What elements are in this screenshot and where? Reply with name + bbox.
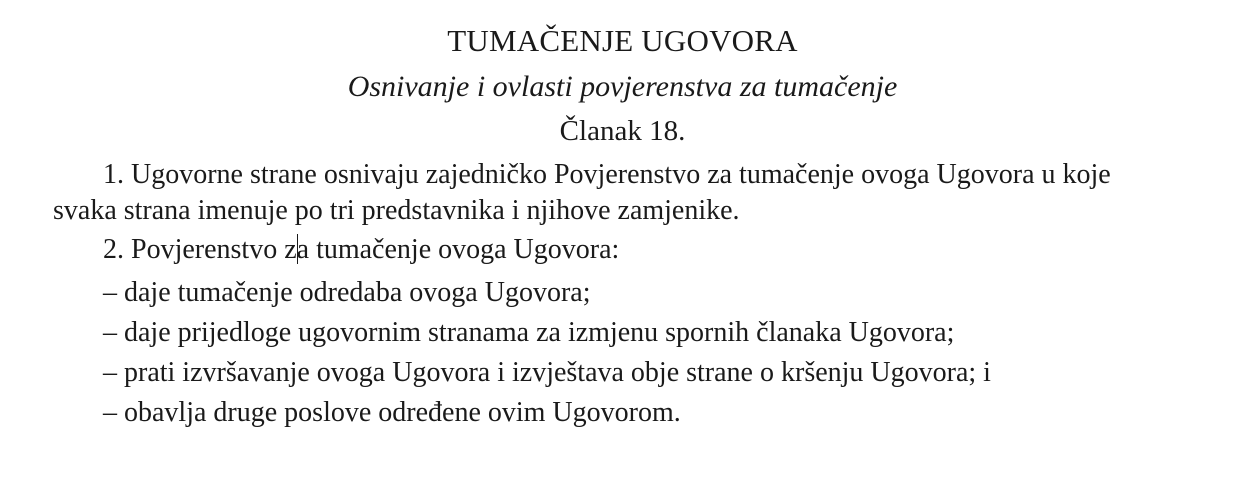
- document-subtitle: Osnivanje i ovlasti povjerenstva za tumačenje: [347, 70, 898, 103]
- paragraph-2-text-before-caret: 2. Povjerenstvo z: [103, 234, 297, 265]
- list-item: – daje prijedloge ugovornim stranama za izmjenu spornih članaka Ugovora;: [103, 317, 955, 348]
- paragraph-2-text-after-caret: a tumačenje ovoga Ugovora:: [296, 234, 620, 265]
- document-title: TUMAČENJE UGOVORA: [447, 23, 798, 58]
- list-item: – prati izvršavanje ovoga Ugovora i izvještava obje strane o kršenju Ugovora; i: [103, 357, 991, 388]
- paragraph-2: [53, 232, 619, 268]
- list-item: – obavlja druge poslove određene ovim Ugovorom.: [103, 397, 681, 428]
- paragraph-1-line-1: 1. Ugovorne strane osnivaju zajedničko Povjerenstvo za tumačenje ovoga Ugovora u koje: [103, 159, 1111, 190]
- list-item: – daje tumačenje odredaba ovoga Ugovora;: [103, 277, 591, 308]
- paragraph-1-line-2: svaka strana imenuje po tri predstavnika i njihove zamjenike.: [53, 195, 740, 226]
- article-heading: Članak 18.: [559, 115, 686, 147]
